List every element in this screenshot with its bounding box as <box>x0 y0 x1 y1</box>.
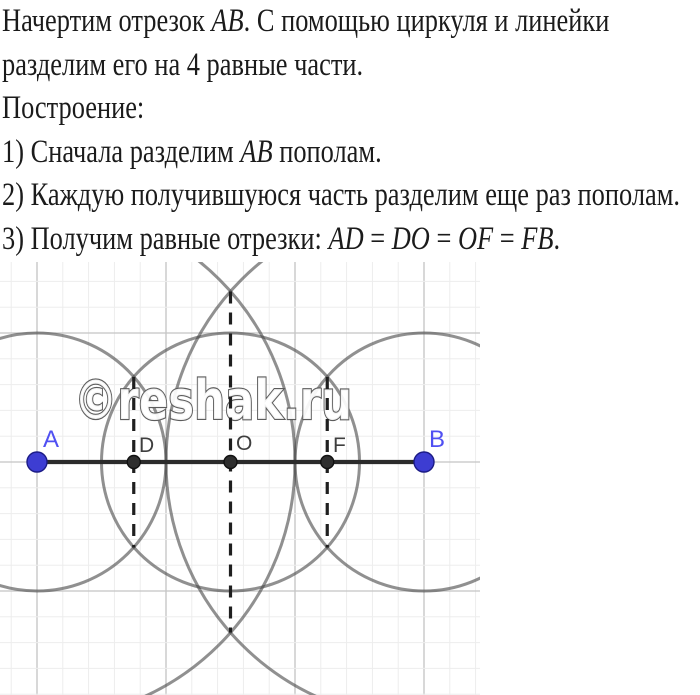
text-run: 2) Каждую получившуюся часть разделим еще раз пополам. <box>2 177 681 214</box>
text-run: разделим его на 4 равные части. <box>2 46 364 83</box>
point-label-O: O <box>236 432 253 455</box>
compass-circle-A-large <box>0 262 295 695</box>
math-var: FB <box>521 220 554 257</box>
math-var: OF <box>457 220 494 257</box>
text-run: . С помощью циркуля и линейки <box>243 3 610 39</box>
text-line-5 <box>2 174 700 218</box>
point-F <box>321 456 334 469</box>
math-var: AD <box>328 220 364 257</box>
text-line-4 <box>2 131 700 175</box>
text-run: 3) Получим равные отрезки: <box>2 220 329 257</box>
text-line-3 <box>2 87 700 131</box>
point-label-F: F <box>333 434 346 457</box>
point-label-B: B <box>429 426 446 453</box>
point-A <box>27 452 47 472</box>
point-label-D: D <box>139 434 155 457</box>
text-run: . <box>553 220 561 257</box>
text-line-2 <box>2 44 700 88</box>
text-run: Начертим отрезок <box>2 3 212 39</box>
text-run: = <box>429 220 458 257</box>
text-run: Построение: <box>2 90 145 127</box>
watermark-text: ©reshak.ru <box>74 369 352 432</box>
point-B <box>414 452 434 472</box>
math-var: AB <box>240 133 273 170</box>
text-line-1 <box>2 0 700 44</box>
text-run: = <box>493 220 522 257</box>
point-D <box>127 456 140 469</box>
text-run: 1) Сначала разделим <box>2 133 241 170</box>
problem-text <box>2 0 700 262</box>
math-var: AB <box>211 3 244 39</box>
compass-circle-B-large <box>166 262 480 695</box>
point-label-A: A <box>43 426 60 453</box>
math-var: DO <box>391 220 430 257</box>
text-run: пополам. <box>272 133 382 170</box>
point-O <box>224 456 237 469</box>
text-line-6 <box>2 218 700 262</box>
construction-svg <box>0 262 480 695</box>
text-run: = <box>363 220 392 257</box>
construction-diagram <box>0 262 480 695</box>
